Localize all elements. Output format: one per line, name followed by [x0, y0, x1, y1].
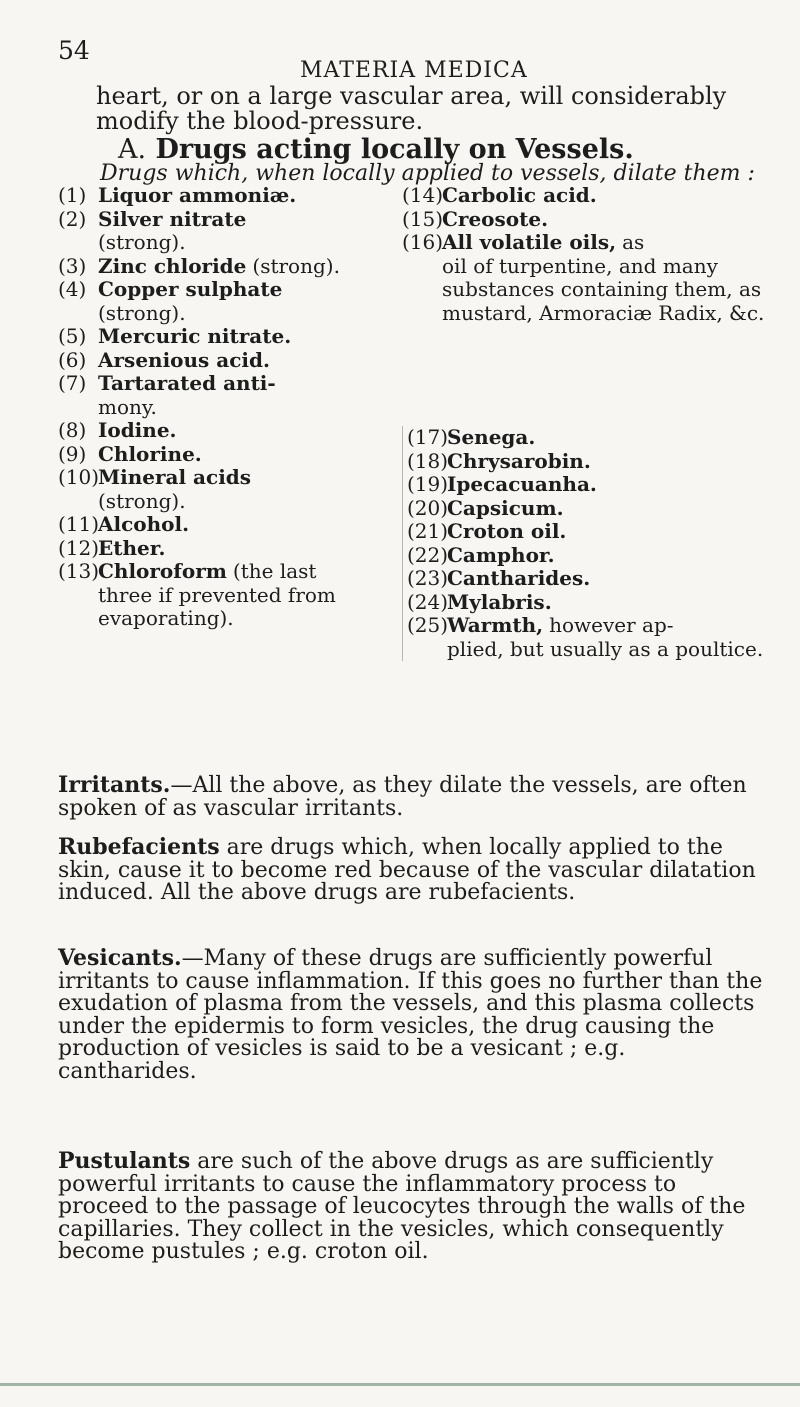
paragraph-term: Vesicants. [58, 945, 182, 971]
item-name: Senega. [447, 425, 536, 449]
item-note: however ap- [549, 613, 674, 637]
list-item [58, 560, 388, 631]
paragraph-text: —All the above, as they dilate the vessels, are often spoken of as vascular irritants. [58, 773, 747, 821]
item-name: Mercuric nitrate. [98, 324, 292, 348]
list-item [58, 184, 388, 208]
list-item [407, 591, 777, 615]
item-number: (21) [407, 519, 449, 543]
item-number: (24) [407, 589, 449, 614]
item-number: (12) [58, 535, 100, 560]
item-name: Creosote. [442, 206, 549, 231]
drug-list-right-top [402, 184, 772, 325]
list-item [58, 372, 388, 419]
list-item [58, 349, 388, 373]
item-name: Zinc chloride [98, 253, 247, 278]
item-number: (11) [58, 512, 100, 536]
list-item [407, 544, 777, 568]
intro-text: heart, or on a large vascular area, will considerably modify the blood-pressure. [96, 82, 727, 135]
item-name: Chloroform [98, 559, 227, 583]
item-number: (19) [407, 472, 449, 496]
item-name: Silver nitrate [98, 206, 247, 231]
item-name: Mylabris. [447, 589, 552, 614]
page-number: 54 [58, 36, 90, 65]
list-item [407, 520, 777, 544]
item-note: (strong). [252, 253, 340, 278]
item-number: (5) [58, 324, 87, 348]
item-number: (14) [402, 183, 444, 207]
item-subtext: oil of turpentine, and many substances containing them, as mustard, Armoraciæ Radix, &c. [442, 253, 765, 325]
item-subtext: (strong). [98, 230, 186, 254]
item-name: Carbolic acid. [442, 183, 597, 207]
item-subtext: (strong). [98, 488, 186, 513]
paragraph-rubefacients [58, 836, 768, 905]
drug-list-right-bottom [402, 426, 777, 661]
item-note: as [622, 230, 645, 254]
item-number: (22) [407, 542, 449, 567]
paragraph-text: —Many of these drugs are sufficiently powerful irritants to cause inflammation. If this goes no further than the exudation of plasma from the vessels, and this plasma collects under the epidermis to form vesicles, the drug causing the production of vesicles is said to be a vesicant ; e.g. cantharides. [58, 946, 763, 1084]
item-number: (25) [407, 613, 449, 637]
running-head: MATERIA MEDICA [300, 58, 528, 83]
item-name: Warmth, [447, 613, 544, 637]
paragraph-text: are such of the above drugs as are sufficiently powerful irritants to cause the inflammatory process to proceed to the passage of leucocytes through the walls of the capillaries. They collect in the vesicles, which consequently become pustules ; e.g. croton oil. [58, 1149, 746, 1264]
item-number: (1) [58, 183, 87, 207]
list-item [407, 450, 777, 474]
item-number: (15) [402, 206, 444, 231]
list-item [58, 513, 388, 537]
list-item [58, 466, 388, 513]
item-subtext: three if prevented from evaporating). [98, 582, 336, 630]
item-name: All volatile oils, [442, 230, 617, 254]
item-number: (23) [407, 566, 449, 590]
item-number: (6) [58, 347, 87, 372]
paragraph-text: are drugs which, when locally applied to the skin, cause it to become red because of the vascular dilatation induced. All the above drugs are rubefacients. [58, 835, 756, 905]
item-name: Tartarated anti- [98, 371, 276, 395]
list-item [58, 325, 388, 349]
item-name: Cantharides. [447, 566, 591, 590]
paragraph-term: Pustulants [58, 1148, 191, 1174]
item-number: (3) [58, 253, 87, 278]
item-number: (13) [58, 559, 100, 583]
item-number: (4) [58, 277, 87, 301]
section-title: Drugs acting locally on Vessels. [155, 134, 634, 165]
list-item [402, 184, 772, 208]
list-item [58, 419, 388, 443]
list-item [58, 208, 388, 255]
item-name: Chlorine. [98, 441, 202, 466]
item-name: Croton oil. [447, 519, 567, 543]
paragraph-vesicants [58, 947, 768, 1083]
list-item [58, 255, 388, 279]
item-name: Ether. [98, 535, 166, 560]
section-label: A. [118, 134, 147, 165]
item-name: Camphor. [447, 542, 555, 567]
paragraph-irritants [58, 774, 768, 820]
item-number: (20) [407, 495, 449, 520]
item-name: Arsenious acid. [98, 347, 270, 372]
list-item [407, 426, 777, 450]
item-name: Liquor ammoniæ. [98, 183, 297, 207]
item-subtext: mony. [98, 394, 157, 419]
item-name: Capsicum. [447, 495, 564, 520]
item-name: Iodine. [98, 418, 177, 442]
item-note: (the last [232, 559, 317, 583]
item-number: (2) [58, 206, 87, 231]
list-item [58, 443, 388, 467]
item-number: (16) [402, 230, 444, 254]
item-name: Ipecacuanha. [447, 472, 597, 496]
item-subtext: (strong). [98, 300, 186, 325]
list-item [58, 278, 388, 325]
list-item [402, 208, 772, 232]
paragraph-term: Irritants. [58, 772, 171, 798]
list-item [58, 537, 388, 561]
item-number: (8) [58, 418, 87, 442]
list-item [407, 497, 777, 521]
item-subtext: plied, but usually as a poultice. [447, 636, 764, 661]
list-item [402, 231, 772, 325]
list-item [407, 567, 777, 591]
bottom-rule [0, 1383, 800, 1386]
drug-list-left [58, 184, 388, 631]
paragraph-term: Rubefacients [58, 834, 220, 860]
item-name: Alcohol. [98, 512, 190, 536]
item-name: Chrysarobin. [447, 448, 591, 473]
item-number: (9) [58, 441, 87, 466]
item-number: (17) [407, 425, 449, 449]
item-number: (10) [58, 465, 100, 489]
item-name: Copper sulphate [98, 277, 283, 301]
section-lead: Drugs which, when locally applied to vessels, dilate them : [100, 161, 755, 186]
paragraph-pustulants [58, 1150, 768, 1264]
list-item [407, 614, 777, 661]
item-number: (7) [58, 371, 87, 395]
item-name: Mineral acids [98, 465, 252, 489]
list-item [407, 473, 777, 497]
item-number: (18) [407, 448, 449, 473]
